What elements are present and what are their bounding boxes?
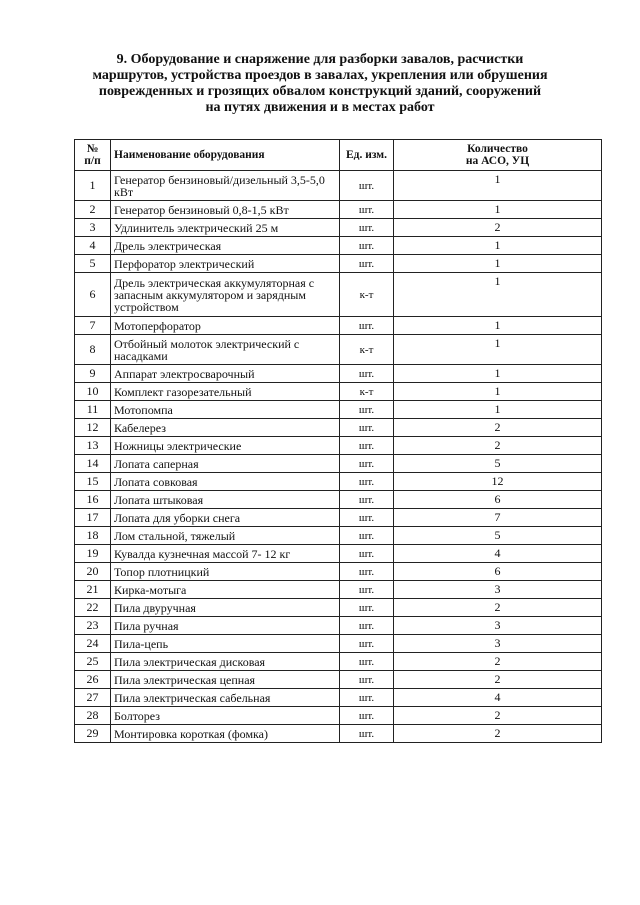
row-quantity: 2 <box>394 219 602 237</box>
row-quantity: 2 <box>394 599 602 617</box>
row-number: 27 <box>75 689 111 707</box>
row-number: 5 <box>75 255 111 273</box>
row-number: 3 <box>75 219 111 237</box>
row-equipment-name: Лом стальной, тяжелый <box>111 527 340 545</box>
row-number: 8 <box>75 335 111 365</box>
row-unit: шт. <box>340 401 394 419</box>
table-row <box>75 635 602 653</box>
row-equipment-name: Дрель электрическая аккумуляторная с запасным аккумулятором и зарядным устройством <box>111 273 340 317</box>
table-row <box>75 581 602 599</box>
table-row <box>75 527 602 545</box>
row-equipment-name: Дрель электрическая <box>111 237 340 255</box>
row-unit: шт. <box>340 635 394 653</box>
row-quantity: 1 <box>394 401 602 419</box>
row-quantity: 1 <box>394 255 602 273</box>
row-equipment-name: Лопата для уборки снега <box>111 509 340 527</box>
row-quantity: 1 <box>394 365 602 383</box>
row-unit: шт. <box>340 671 394 689</box>
row-equipment-name: Пила двуручная <box>111 599 340 617</box>
row-quantity: 4 <box>394 689 602 707</box>
table-row <box>75 201 602 219</box>
row-quantity: 5 <box>394 455 602 473</box>
row-quantity: 3 <box>394 617 602 635</box>
row-equipment-name: Лопата штыковая <box>111 491 340 509</box>
row-unit: к-т <box>340 383 394 401</box>
row-number: 29 <box>75 725 111 743</box>
row-quantity: 1 <box>394 273 602 317</box>
row-unit: шт. <box>340 201 394 219</box>
row-unit: шт. <box>340 317 394 335</box>
row-quantity: 2 <box>394 707 602 725</box>
row-unit: шт. <box>340 617 394 635</box>
row-unit: шт. <box>340 527 394 545</box>
row-number: 14 <box>75 455 111 473</box>
header-equipment-name: Наименование оборудования <box>111 140 340 171</box>
header-unit: Ед. изм. <box>340 140 394 171</box>
row-unit: шт. <box>340 455 394 473</box>
row-equipment-name: Комплект газорезательный <box>111 383 340 401</box>
row-quantity: 2 <box>394 419 602 437</box>
row-number: 1 <box>75 171 111 201</box>
row-equipment-name: Лопата саперная <box>111 455 340 473</box>
row-equipment-name: Пила-цепь <box>111 635 340 653</box>
row-unit: шт. <box>340 365 394 383</box>
row-unit: шт. <box>340 491 394 509</box>
row-number: 16 <box>75 491 111 509</box>
row-quantity: 2 <box>394 437 602 455</box>
table-row <box>75 273 602 317</box>
row-quantity: 12 <box>394 473 602 491</box>
row-quantity: 1 <box>394 201 602 219</box>
row-equipment-name: Отбойный молоток электрический с насадками <box>111 335 340 365</box>
table-row <box>75 599 602 617</box>
row-unit: шт. <box>340 255 394 273</box>
row-unit: шт. <box>340 171 394 201</box>
row-equipment-name: Кабелерез <box>111 419 340 437</box>
equipment-table <box>74 139 602 743</box>
table-row <box>75 317 602 335</box>
row-number: 15 <box>75 473 111 491</box>
row-quantity: 3 <box>394 581 602 599</box>
table-row <box>75 335 602 365</box>
row-equipment-name: Генератор бензиновый/дизельный 3,5-5,0 кВт <box>111 171 340 201</box>
row-unit: шт. <box>340 725 394 743</box>
row-number: 7 <box>75 317 111 335</box>
row-quantity: 1 <box>394 335 602 365</box>
row-number: 22 <box>75 599 111 617</box>
row-quantity: 6 <box>394 563 602 581</box>
table-row <box>75 473 602 491</box>
row-number: 19 <box>75 545 111 563</box>
table-row <box>75 725 602 743</box>
row-quantity: 5 <box>394 527 602 545</box>
table-row <box>75 617 602 635</box>
row-equipment-name: Болторез <box>111 707 340 725</box>
table-row <box>75 237 602 255</box>
table-row <box>75 401 602 419</box>
row-quantity: 7 <box>394 509 602 527</box>
table-row <box>75 419 602 437</box>
row-quantity: 3 <box>394 635 602 653</box>
row-unit: шт. <box>340 563 394 581</box>
row-quantity: 1 <box>394 237 602 255</box>
table-row <box>75 383 602 401</box>
table-row <box>75 455 602 473</box>
row-unit: шт. <box>340 473 394 491</box>
row-equipment-name: Пила электрическая цепная <box>111 671 340 689</box>
row-equipment-name: Пила электрическая дисковая <box>111 653 340 671</box>
row-quantity: 2 <box>394 671 602 689</box>
table-row <box>75 255 602 273</box>
row-equipment-name: Пила ручная <box>111 617 340 635</box>
table-row <box>75 509 602 527</box>
row-number: 24 <box>75 635 111 653</box>
row-unit: шт. <box>340 509 394 527</box>
row-number: 9 <box>75 365 111 383</box>
row-number: 17 <box>75 509 111 527</box>
row-number: 23 <box>75 617 111 635</box>
table-row <box>75 437 602 455</box>
table-row <box>75 491 602 509</box>
row-number: 12 <box>75 419 111 437</box>
row-unit: шт. <box>340 581 394 599</box>
row-equipment-name: Кувалда кузнечная массой 7- 12 кг <box>111 545 340 563</box>
row-equipment-name: Кирка-мотыга <box>111 581 340 599</box>
row-quantity: 4 <box>394 545 602 563</box>
row-quantity: 2 <box>394 653 602 671</box>
row-number: 6 <box>75 273 111 317</box>
table-row <box>75 171 602 201</box>
row-number: 20 <box>75 563 111 581</box>
table-row <box>75 219 602 237</box>
row-number: 28 <box>75 707 111 725</box>
row-number: 11 <box>75 401 111 419</box>
row-number: 2 <box>75 201 111 219</box>
row-unit: к-т <box>340 273 394 317</box>
table-row <box>75 545 602 563</box>
row-number: 18 <box>75 527 111 545</box>
row-unit: шт. <box>340 707 394 725</box>
row-number: 13 <box>75 437 111 455</box>
header-number: № п/п <box>75 140 111 171</box>
row-unit: шт. <box>340 437 394 455</box>
row-number: 25 <box>75 653 111 671</box>
row-number: 26 <box>75 671 111 689</box>
row-equipment-name: Удлинитель электрический 25 м <box>111 219 340 237</box>
table-row <box>75 563 602 581</box>
row-equipment-name: Генератор бензиновый 0,8-1,5 кВт <box>111 201 340 219</box>
row-equipment-name: Ножницы электрические <box>111 437 340 455</box>
row-equipment-name: Аппарат электросварочный <box>111 365 340 383</box>
row-unit: шт. <box>340 219 394 237</box>
header-quantity: Количество на АСО, УЦ <box>394 140 602 171</box>
row-equipment-name: Лопата совковая <box>111 473 340 491</box>
row-number: 21 <box>75 581 111 599</box>
row-equipment-name: Мотопомпа <box>111 401 340 419</box>
row-unit: шт. <box>340 237 394 255</box>
table-body <box>75 171 602 743</box>
row-quantity: 2 <box>394 725 602 743</box>
row-equipment-name: Перфоратор электрический <box>111 255 340 273</box>
row-unit: шт. <box>340 545 394 563</box>
row-quantity: 1 <box>394 317 602 335</box>
table-header-row <box>75 140 602 171</box>
table-row <box>75 671 602 689</box>
row-number: 10 <box>75 383 111 401</box>
row-unit: к-т <box>340 335 394 365</box>
table-row <box>75 689 602 707</box>
section-title: 9. Оборудование и снаряжение для разборки завалов, расчистки маршрутов, устройства проездов в завалах, укрепления или обрушения поврежденных и грозящих обвалом конструкций зданий, сооружений на путях движения и в местах работ <box>92 52 548 115</box>
row-unit: шт. <box>340 689 394 707</box>
row-unit: шт. <box>340 599 394 617</box>
row-quantity: 1 <box>394 171 602 201</box>
row-equipment-name: Пила электрическая сабельная <box>111 689 340 707</box>
row-unit: шт. <box>340 653 394 671</box>
row-unit: шт. <box>340 419 394 437</box>
row-quantity: 1 <box>394 383 602 401</box>
row-number: 4 <box>75 237 111 255</box>
table-row <box>75 653 602 671</box>
row-quantity: 6 <box>394 491 602 509</box>
row-equipment-name: Топор плотницкий <box>111 563 340 581</box>
table-row <box>75 707 602 725</box>
table-row <box>75 365 602 383</box>
row-equipment-name: Монтировка короткая (фомка) <box>111 725 340 743</box>
row-equipment-name: Мотоперфоратор <box>111 317 340 335</box>
